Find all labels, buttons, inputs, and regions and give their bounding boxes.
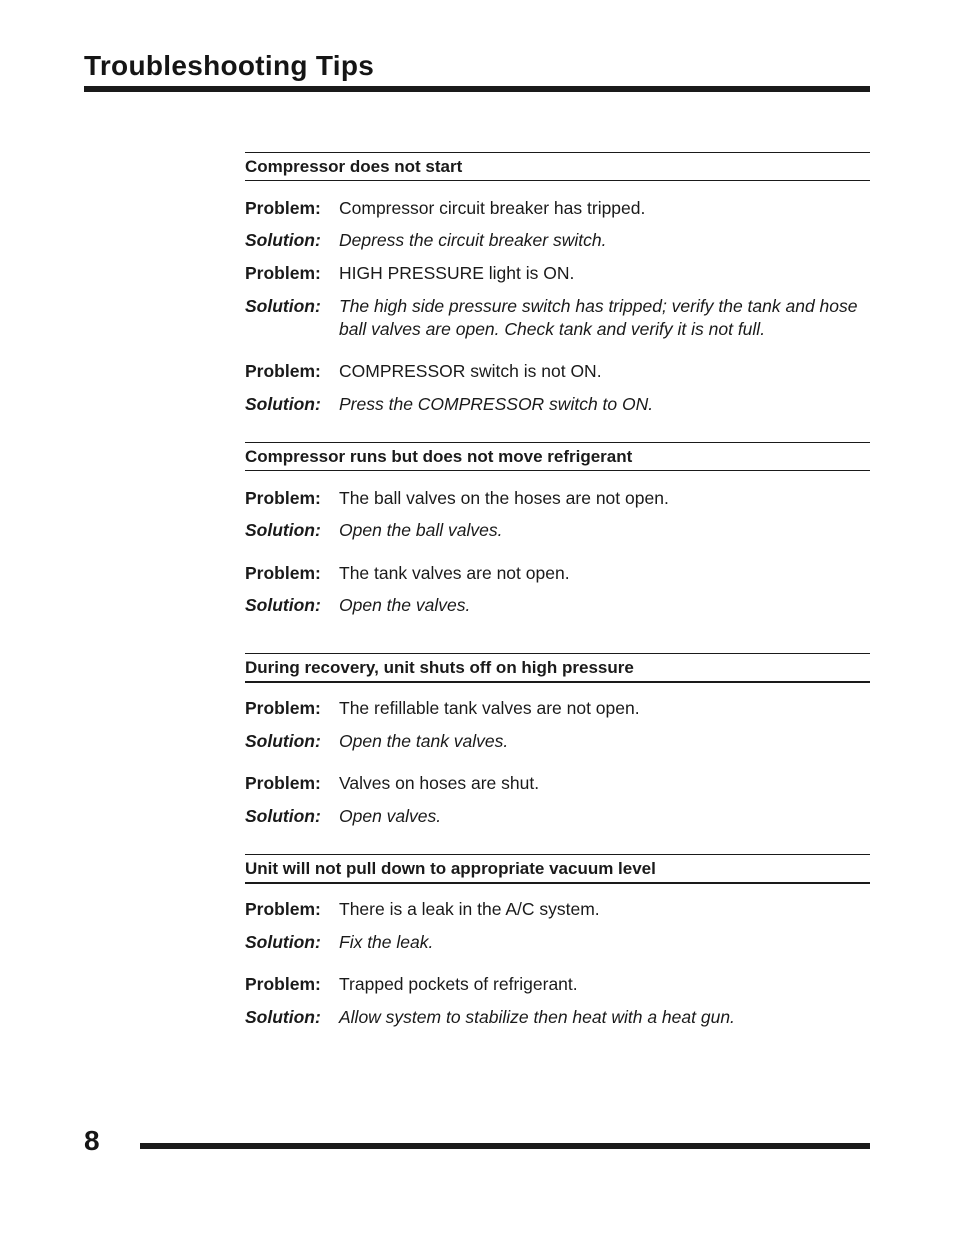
solution-row — [245, 393, 870, 416]
section-compressor-runs-no-refrigerant — [245, 442, 870, 653]
problem-label: Problem: — [245, 488, 321, 508]
problem-label: Problem: — [245, 263, 321, 283]
solution-row — [245, 594, 870, 617]
section-heading: Compressor runs but does not move refrigerant — [245, 442, 870, 471]
section-high-pressure-shutoff — [245, 653, 870, 854]
problem-text: The refillable tank valves are not open. — [339, 698, 640, 718]
solution-label: Solution: — [245, 932, 321, 952]
problem-text: Valves on hoses are shut. — [339, 773, 540, 793]
solution-text: Press the COMPRESSOR switch to ON. — [339, 394, 654, 414]
solution-label: Solution: — [245, 731, 321, 751]
problem-row — [245, 262, 870, 285]
solution-label: Solution: — [245, 595, 321, 615]
problem-row — [245, 197, 870, 220]
solution-text: Allow system to stabilize then heat with a heat gun. — [339, 1007, 735, 1027]
problem-label: Problem: — [245, 361, 321, 381]
problem-text: HIGH PRESSURE light is ON. — [339, 263, 575, 283]
solution-label: Solution: — [245, 230, 321, 250]
problem-label: Problem: — [245, 198, 321, 218]
section-heading: During recovery, unit shuts off on high pressure — [245, 653, 870, 683]
section-compressor-does-not-start — [245, 152, 870, 442]
section-heading: Compressor does not start — [245, 152, 870, 181]
problem-row — [245, 562, 870, 585]
section-heading: Unit will not pull down to appropriate vacuum level — [245, 854, 870, 884]
solution-text: Open valves. — [339, 806, 442, 826]
solution-text: Open the valves. — [339, 595, 471, 615]
solution-row — [245, 730, 870, 753]
title-rule — [84, 86, 870, 92]
solution-row — [245, 931, 870, 954]
problem-label: Problem: — [245, 899, 321, 919]
solution-row — [245, 805, 870, 828]
solution-text: Depress the circuit breaker switch. — [339, 230, 607, 250]
problem-row — [245, 697, 870, 720]
solution-label: Solution: — [245, 296, 321, 316]
solution-text: Open the ball valves. — [339, 520, 503, 540]
troubleshooting-content — [245, 152, 870, 1054]
problem-text: The tank valves are not open. — [339, 563, 570, 583]
problem-row — [245, 973, 870, 996]
problem-text: There is a leak in the A/C system. — [339, 899, 600, 919]
problem-row — [245, 360, 870, 383]
problem-label: Problem: — [245, 773, 321, 793]
section-vacuum-level — [245, 854, 870, 1054]
problem-row — [245, 772, 870, 795]
footer-rule — [140, 1143, 870, 1149]
problem-text: Trapped pockets of refrigerant. — [339, 974, 578, 994]
problem-row — [245, 898, 870, 921]
solution-row — [245, 1006, 870, 1029]
solution-text: The high side pressure switch has tripped; verify the tank and hose ball valves are open. Check tank and verify it is not full. — [339, 296, 858, 339]
solution-label: Solution: — [245, 520, 321, 540]
solution-row — [245, 519, 870, 542]
problem-label: Problem: — [245, 563, 321, 583]
page-title: Troubleshooting Tips — [84, 50, 375, 81]
solution-label: Solution: — [245, 806, 321, 826]
problem-label: Problem: — [245, 974, 321, 994]
problem-label: Problem: — [245, 698, 321, 718]
problem-text: The ball valves on the hoses are not open. — [339, 488, 669, 508]
solution-label: Solution: — [245, 1007, 321, 1027]
page-number: 8 — [84, 1125, 100, 1156]
problem-text: COMPRESSOR switch is not ON. — [339, 361, 602, 381]
solution-label: Solution: — [245, 394, 321, 414]
problem-row — [245, 487, 870, 510]
problem-text: Compressor circuit breaker has tripped. — [339, 198, 646, 218]
solution-text: Fix the leak. — [339, 932, 434, 952]
solution-text: Open the tank valves. — [339, 731, 509, 751]
solution-row — [245, 229, 870, 252]
solution-row — [245, 295, 870, 341]
